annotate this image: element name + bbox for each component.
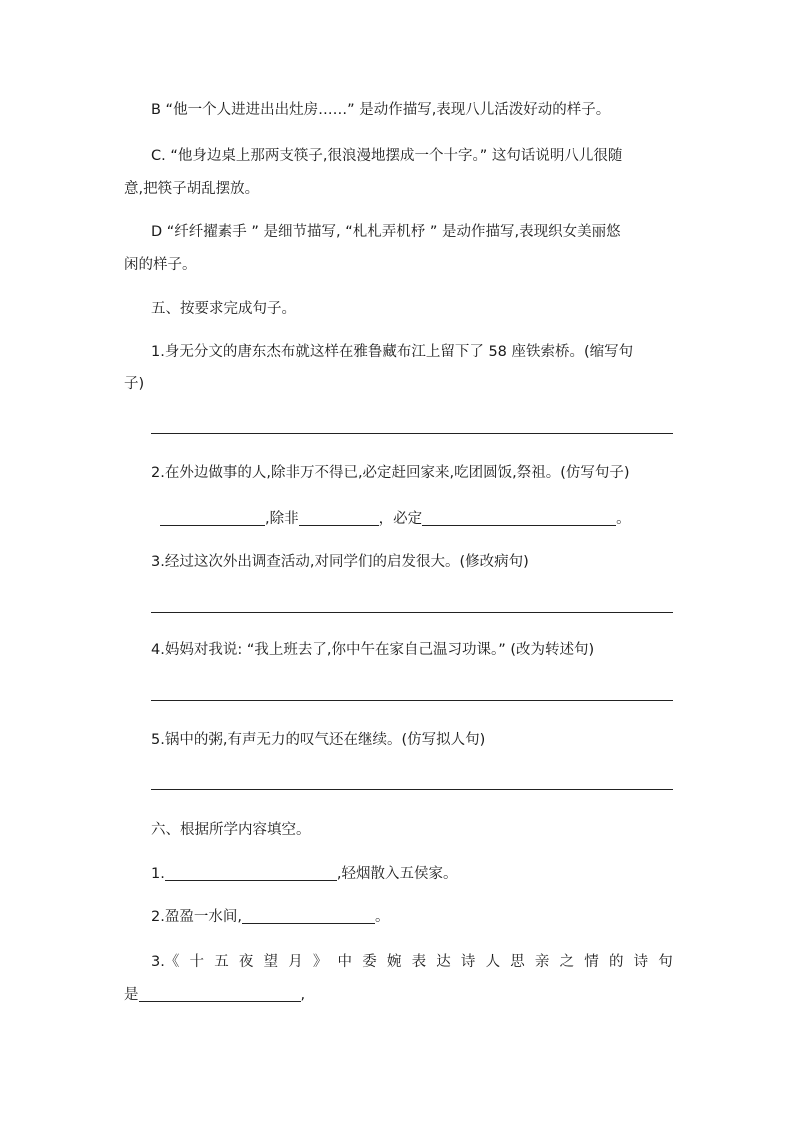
- s5-q2-sep1: ,除非: [265, 511, 299, 527]
- s6-q3-char: 诗: [633, 954, 649, 970]
- s5-q1-line1: 1.身无分文的唐东杰布就这样在雅鲁藏布江上留下了 58 座铁索桥。(缩写句: [151, 344, 634, 360]
- option-c-line1: C. “他身边桌上那两支筷子,很浪漫地摆成一个十字。” 这句话说明八儿很随: [151, 148, 623, 164]
- s6-q1-blank[interactable]: [165, 865, 337, 881]
- s5-q2-end: 。: [616, 511, 631, 527]
- section5-heading: 五、按要求完成句子。: [151, 301, 296, 317]
- s6-q3-char: 望: [263, 954, 279, 970]
- s5-q1-line2: 子): [124, 376, 145, 392]
- s6-q3-char: 人: [485, 954, 501, 970]
- s6-q3-line2: [124, 985, 305, 1005]
- s6-q3-char: 月: [288, 954, 303, 970]
- s6-q3-char: 婉: [386, 954, 402, 970]
- s6-q2-prefix: 2.盈盈一水间,: [151, 909, 242, 925]
- option-b: B “他一个人进进出出灶房……” 是动作描写,表现八儿活泼好动的样子。: [151, 102, 611, 118]
- s6-q2-suffix: 。: [374, 909, 390, 925]
- s6-q3-char: 中: [337, 954, 353, 970]
- s5-q2-blank-3[interactable]: [422, 510, 616, 526]
- s6-q3-char: 思: [510, 954, 525, 970]
- s5-q5: 5.锅中的粥,有声无力的叹气还在继续。(仿写拟人句): [151, 732, 486, 748]
- s6-q3-char: 表: [411, 954, 427, 970]
- s5-q4: 4.妈妈对我说: “我上班去了,你中午在家自己温习功课。” (改为转述句): [151, 642, 595, 658]
- s6-q3-char: 情: [584, 954, 599, 970]
- section6-heading: 六、根据所学内容填空。: [151, 822, 311, 838]
- s6-q3-char: 亲: [534, 954, 550, 970]
- s6-q3-char: 夜: [238, 954, 254, 970]
- s6-q3-char: 五: [214, 954, 229, 970]
- s5-q3: 3.经过这次外出调查活动,对同学们的启发很大。(修改病句): [151, 554, 529, 570]
- s5-q1-answer-line[interactable]: [151, 433, 673, 434]
- s6-q2-blank[interactable]: [242, 908, 375, 924]
- s6-q3-char: 句: [658, 954, 673, 970]
- s6-q3-line2-prefix: 是: [124, 987, 139, 1003]
- s6-q1-prefix: 1.: [151, 866, 165, 882]
- s5-q2-blank-1[interactable]: [160, 510, 265, 526]
- s6-q3-char: 十: [189, 954, 205, 970]
- s5-q2-sep2: ，必定: [378, 511, 423, 527]
- s6-q3-char: 诗: [460, 954, 476, 970]
- s6-q3-char: 之: [559, 954, 575, 970]
- option-c-line2: 意,把筷子胡乱摆放。: [124, 181, 260, 197]
- s6-q3-line1: [151, 952, 673, 972]
- s6-q1: [151, 864, 457, 884]
- s6-q1-suffix: ,轻烟散入五侯家。: [336, 866, 458, 882]
- s5-q2: 2.在外边做事的人,除非万不得已,必定赶回家来,吃团圆饭,祭祖。(仿写句子): [151, 465, 630, 481]
- s6-q2: [151, 907, 389, 927]
- s6-q3-char: 3.《: [151, 954, 180, 970]
- s5-q2-fill-row: [160, 509, 631, 529]
- s6-q3-char: 委: [362, 954, 377, 970]
- s6-q3-char: 》: [312, 954, 328, 970]
- s6-q3-char: 的: [608, 954, 624, 970]
- s6-q3-blank[interactable]: [139, 986, 301, 1002]
- s5-q5-answer-line[interactable]: [151, 789, 673, 790]
- s5-q4-answer-line[interactable]: [151, 700, 673, 701]
- s6-q3-char: 达: [436, 954, 451, 970]
- s6-q3-line2-suffix: ,: [300, 987, 306, 1003]
- option-d-line1: D “纤纤擢素手 ” 是细节描写, “札札弄机杼 ” 是动作描写,表现织女美丽悠: [151, 224, 621, 240]
- option-d-line2: 闲的样子。: [124, 257, 197, 273]
- s5-q3-answer-line[interactable]: [151, 612, 673, 613]
- s5-q2-blank-2[interactable]: [299, 510, 379, 526]
